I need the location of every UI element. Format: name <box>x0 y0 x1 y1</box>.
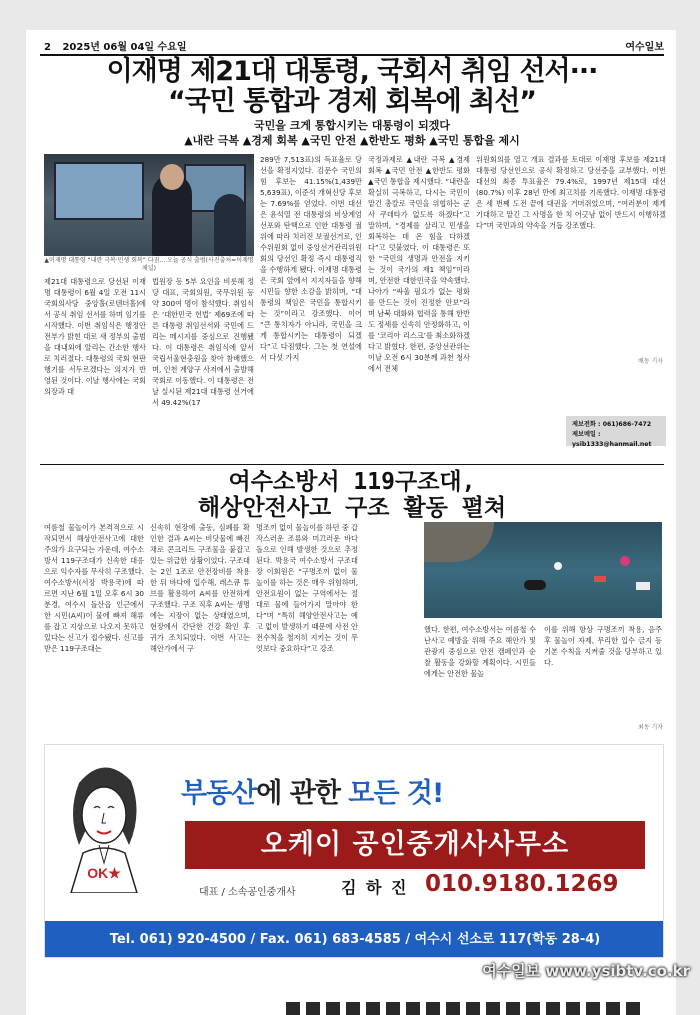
tip-contact-box <box>566 416 666 446</box>
article1-column-4 <box>368 154 470 460</box>
photo-rescuer <box>524 580 546 590</box>
photo-float-4 <box>636 582 650 590</box>
article2-column-5 <box>544 624 662 720</box>
article2-column-4-text: 했다. 한편, 여수소방서는 여름철 수난사고 예방을 위해 주요 해안가 및 관광지 중심으로 안전 캠페인과 순찰 활동을 강화할 계획이다. 시민들에게는 안전한 물놀 <box>424 625 536 678</box>
agent-portrait-illustration <box>59 753 149 893</box>
photo-float-1 <box>554 562 562 570</box>
article2-column-1-text: 여름철 물놀이가 본격적으로 시작되면서 해상안전사고에 대한 주의가 요구되는 가운데, 여수소방서 119구조대가 신속한 대응으로 익수자를 무사히 구조했다. 여수소방서(서장 박용국)에 따르면 지난 6월 1일 오후 6시 30분경, 여수시 돌산읍 인근에서 한 시민(A씨)이 물에 빠져 해류를 잡고 지상으로 나오지 못하고 있다는 신고가 접수됐다. 신고를 받은 119구조대는 <box>44 523 144 653</box>
article2-column-1 <box>44 522 144 732</box>
tip-phone: 제보전화 : 061)686-7472 <box>572 421 652 428</box>
article1-column-5 <box>476 154 666 354</box>
real-estate-ad <box>44 744 664 958</box>
ok-badge: OK★ <box>87 865 121 881</box>
photo-float-3 <box>620 556 630 566</box>
page-header <box>44 38 664 52</box>
article1-column-2 <box>152 276 254 460</box>
article1-column-1 <box>44 276 146 460</box>
article1-subheadline-1: 국민을 크게 통합시키는 대통령이 되겠다 <box>254 119 450 132</box>
issue-date: 2025년 06월 04일 수요일 <box>62 42 187 53</box>
article2-headline-line1: 여수소방서 119구조대, <box>228 469 476 495</box>
ad-slogan <box>181 771 443 810</box>
ad-agent-label: 대표 / 소속공인중개사 <box>199 887 296 898</box>
article1-headline-line2: “국민 통합과 경제 회복에 최선” <box>167 86 537 117</box>
article1-byline: 배동 기자 <box>638 358 664 365</box>
ad-contact-bar: Tel. 061) 920-4500 / Fax. 061) 683-4585 / 여수시 선소로 117(학동 28-4) <box>45 921 664 958</box>
article2-byline: 최동 기자 <box>638 724 664 731</box>
ad-phone: 010.9180.1269 <box>425 871 619 897</box>
article2-column-5-text: 이를 위해 항상 구명조끼 착용, 음주 후 물놀이 자제, 무리한 입수 금지 등 기본 수칙을 지켜줄 것을 당부하고 있다. <box>544 625 662 667</box>
article1-photo-caption: ▲이재명 대통령 “내란 극복·민생 회복” 다짐... 오늘 공식 출범(사진출처=이재명 채널) <box>44 257 254 272</box>
photo-bystander <box>214 194 246 256</box>
article2-photo <box>424 522 662 618</box>
article2-column-4 <box>424 624 536 732</box>
article2-column-3 <box>256 522 358 732</box>
article1-column-4-text: 국정과제로 ▲내란 극복 ▲경제 회복 ▲국민 안전 ▲한반도 평화 ▲국민 통합을 제시했다. “내란을 확실히 극복하고, 다시는 국민이 맡긴 총칼로 국민을 위협하는 군사 쿠데타가 없도록 하겠다”고 말하며, “경제를 살리고 민생을 회복하는 데 온 힘을 다하겠다”고 덧붙였다. 이 대통령은 또한 “국민의 생명과 안전을 지키는 것이 국가의 제1 책임”이라며, 안전한 대한민국을 약속했다. 나아가 “싸울 필요가 없는 평화를 만드는 것이 진정한 안보”라며 남북 대화와 협력을 통해 한반도 정세를 신속히 안정화하고, 이를 ‘코리아 리스크’를 최소화하겠다고 밝혔다. 한편, 중앙선관위는 이날 오전 6시 30분께 과천 청사에서 전체 <box>368 155 470 373</box>
ad-slogan-c: 모든 것! <box>348 778 444 809</box>
article2-column-3-text: 명조끼 없이 물놀이를 하던 중 갑작스러운 조류와 미끄러운 바다 돌으로 인해 발생한 것으로 추정된다. 박용국 여수소방서 구조대장 이회원은 “구명조끼 없이 물놀이를 하는 것은 매우 위험하며, 안전요원이 없는 구역에서는 절대로 물에 들어가지 말아야 한다”며 “특히 해양안전사고는 예고 없이 발생하기 때문에 사전 안전수칙을 철저히 지키는 것이 무엇보다 중요하다”고 강조 <box>256 523 358 653</box>
ad-business-name: 오케이 공인중개사사무소 <box>185 821 645 869</box>
article2-headline-line2: 해상안전사고 구조 활동 펼쳐 <box>197 495 507 521</box>
ad-slogan-a: 부동산 <box>181 778 257 809</box>
newspaper-page <box>26 30 676 1015</box>
article1-headline-line1: 이재명 제21대 대통령, 국회서 취임 선서··· <box>106 56 598 87</box>
article1-column-5-text: 위원회의를 열고 개표 결과를 토대로 이재명 후보를 제21대 대통령 당선인으로 공식 확정하고 당선증을 교부했다. 이번 대선의 최종 투표율은 79.4%로, 1997년 제15대 대선(80.7%) 이후 28년 만에 최고치를 기록했다. 이재명 대통령은 세 번째 도전 끝에 대권을 거머쥐었으며, “여러분이 제게 기대하고 맡긴 그 사명을 한 치 어긋남 없이 반드시 이행하겠다”며 국민과의 약속을 거듭 강조했다. <box>476 155 666 230</box>
photo-rock <box>424 522 494 562</box>
article1-photo <box>44 154 254 256</box>
photo-speaker-head <box>160 164 184 190</box>
article1-column-2-text: 법원장 등 5부 요인을 비롯해 정당 대표, 국회의원, 국무위원 등 약 300여 명이 참석했다. 취임식은 ‘대한민국 헌법’ 제69조에 따른 대통령 취임선서와 국민에 드리는 메시지를 중심으로 진행됐다. 이 대통령은 취임식에 앞서 국립서울현충원을 찾아 참배했으며, 인천 계양구 사저에서 출발해 국회로 이동했다. 이 대통령은 전날 실시된 제21대 대통령 선거에서 49.42%(17 <box>152 277 254 407</box>
photo-float-2 <box>594 576 606 582</box>
ad-slogan-b: 에 관한 <box>256 778 349 809</box>
photo-screen-left <box>54 162 144 220</box>
page-number: 2 <box>44 42 51 53</box>
article1-column-3-text: 289만 7,513표)의 득표율로 당선을 확정지었다. 김문수 국민의힘 후보는 41.15%(1,439만 5,639표), 이준석 개혁신당 후보는 7.69%를 얻었다. 이번 대선은 윤석열 전 대통령의 비상계엄 선포와 탄핵으로 인한 대통령 궐위에 따라 치러진 보궐선거로, 인수위원회 없이 중앙선거관리위원회의 당선인 확정 즉시 대통령직을 수행하게 됐다. 이재명 대통령은 국회 앞에서 지지자들을 향해 시민들 향한 소감을 밝히며, “대통령의 책임은 국민을 통합시키는 것”이라고 강조했다. 이어 “큰 통치자가 아니라, 국민을 크게 통합시키는 대통령이 되겠다”고 다짐했다. 그는 첫 연설에서 다섯 가지 <box>260 155 362 362</box>
section-divider <box>40 464 664 465</box>
header-left <box>44 38 187 53</box>
article1-column-1-text: 제21대 대통령으로 당선된 이재명 대통령이 6월 4일 오전 11시 국회의사당 중앙홀(로텐더홀)에서 공식 취임 선서를 하며 임기를 시작했다. 이번 취임식은 행정안전부가 밝힌 대로 새 정부의 출범을 대내외에 알리는 간소한 행사로 치러졌다. 대통령의 국회 현판 행기를 서두르겠다는 의지가 반영된 것이다. 이날 행사에는 국회의장과 대 <box>44 277 146 396</box>
next-headline-fragment <box>286 1002 646 1015</box>
paper-name: 여수일보 <box>625 42 664 53</box>
article1-column-3 <box>260 154 362 460</box>
article1-subheadline-2: ▲내란 극복 ▲경제 회복 ▲국민 안전 ▲한반도 평화 ▲국민 통합을 제시 <box>184 134 520 147</box>
article2-column-2-text: 신속히 현장에 출동, 심폐를 확인한 결과 A씨는 비닷물에 빠진 채로 콘크리트 구조물을 붙잡고 있는 위급한 상황이었다. 구조대는 2인 1조로 안전장비를 착용한 뒤 바다에 입수해, 레스큐 튜브를 활용하여 A씨를 안전하게 구조했다. 구조 직후 A씨는 생명에는 지장이 없는 상태였으며, 현장에서 간단한 건강 확인 후 귀가 조치되었다. 이번 사고는 해안가에서 구 <box>150 523 250 653</box>
tip-email: 제보메일 : ysib1333@hanmail.net <box>572 431 652 448</box>
ad-agent-name: 김 하 진 <box>341 878 409 897</box>
article2-column-2 <box>150 522 250 732</box>
watermark: 여수일보 www.ysibtv.co.kr <box>482 962 690 980</box>
